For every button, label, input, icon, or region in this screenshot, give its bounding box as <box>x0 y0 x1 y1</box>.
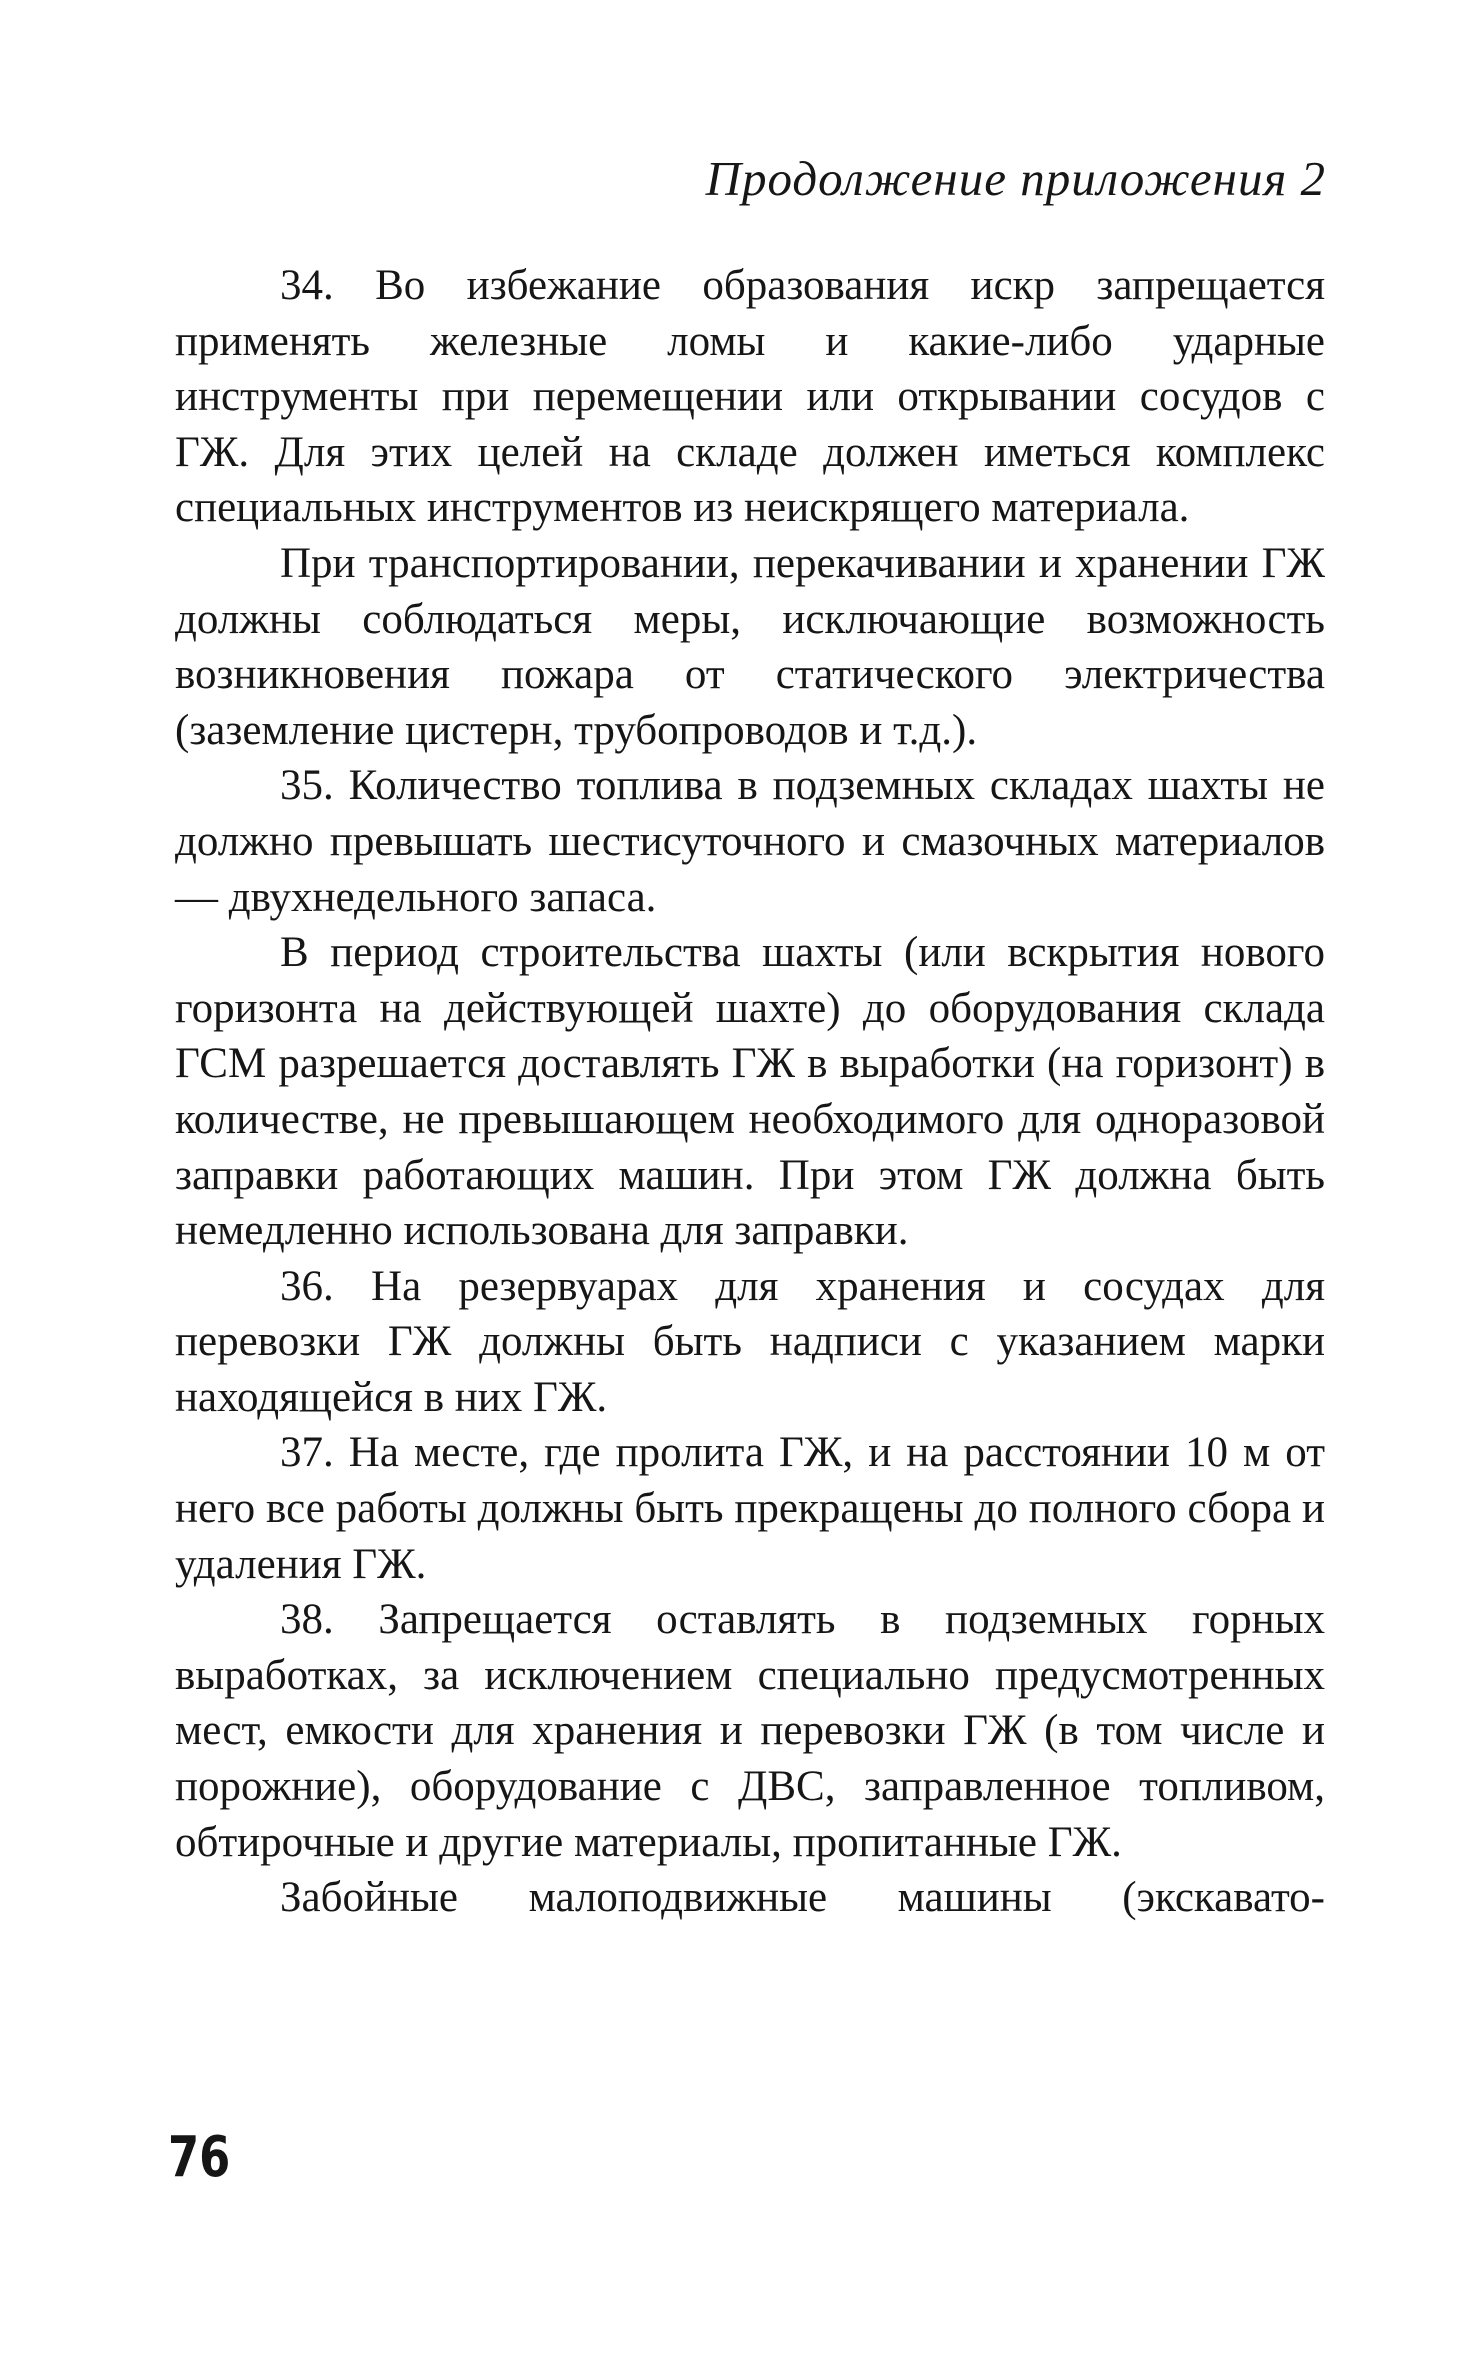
paragraph-37: 37. На месте, где пролита ГЖ, и на расстоянии 10 м от него все работы должны быть прекращены до полного сбора и удаления ГЖ. <box>175 1429 1325 1588</box>
paragraph-38: 38. Запрещается оставлять в подземных горных выработках, за исключением специально предусмотренных мест, емкости для хранения и перевозки ГЖ (в том числе и порожние), оборудование с ДВС, заправленное топливом, обтирочные и другие материалы, пропитанные ГЖ. <box>175 1596 1325 1866</box>
paragraph-face-machines: Забойные малоподвижные машины (экскавато- <box>280 1874 1325 1922</box>
paragraph-35: 35. Количество топлива в подземных складах шахты не должно превышать шестисуточного и смазочных материалов — двухнедельного запаса. <box>175 762 1325 921</box>
paragraph-construction-period: В период строительства шахты (или вскрытия нового горизонта на действующей шахте) до оборудования склада ГСМ разрешается доставлять ГЖ в выработки (на горизонт) в количестве, не превышающем необходимого для одноразовой заправки работающих машин. При этом ГЖ должна быть немедленно использована для заправки. <box>175 929 1325 1255</box>
paragraph-static-electricity: При транспортировании, перекачивании и хранении ГЖ должны соблюдаться меры, исключающие возможность возникновения пожара от статического электричества (заземление цистерн, трубопроводов и т.д.). <box>175 539 1325 754</box>
paragraph-34: 34. Во избежание образования искр запрещается применять железные ломы и какие-либо ударные инструменты при перемещении или открывании сосудов с ГЖ. Для этих целей на складе должен иметься комплекс специальных инструментов из неискрящего материала. <box>175 262 1325 532</box>
running-header: Продолжение приложения 2 <box>705 151 1326 206</box>
page-number: 76 <box>168 2125 231 2190</box>
paragraph-36: 36. На резервуарах для хранения и сосудах для перевозки ГЖ должны быть надписи с указанием марки находящейся в них ГЖ. <box>175 1262 1325 1421</box>
body-text <box>175 258 1325 1926</box>
